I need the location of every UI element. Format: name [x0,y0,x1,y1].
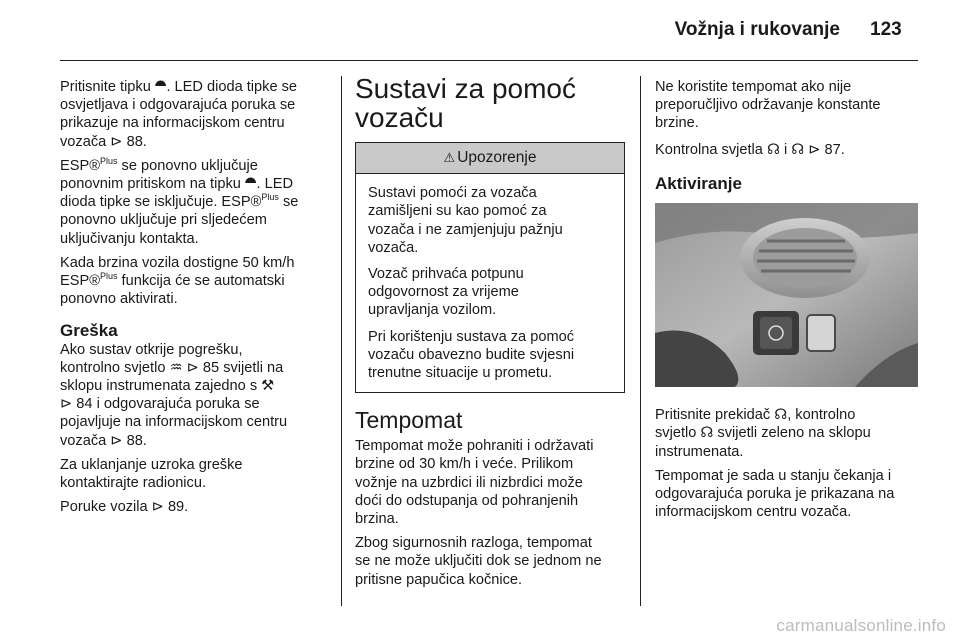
air-vent-inner [753,228,857,288]
text-line: instrumenata. [655,443,744,460]
text-line: pojavljuje na informacijskom centru [60,414,288,431]
superscript: Plus [99,155,118,166]
text-line: brzine. [655,115,699,132]
paragraph-vehicle-messages [60,498,328,516]
warning-icon: ⚠ [443,150,456,165]
warning-header [356,143,624,174]
text-line: Tempomat je sada u stanju čekanja i [655,467,892,484]
text-line: Ne koristite tempomat ako nije [655,79,852,95]
text-line: zamišljeni su kao pomoć za [368,203,547,220]
column-divider [640,76,641,606]
warning-box [355,142,625,393]
cruise-switch [760,317,792,349]
text-line: ponovno uključuje pri sljedećem [60,212,267,229]
text-line: osvjetljava i odgovarajuća poruka se [60,97,296,114]
text-line: ponovnim pritiskom na tipku ⯊. LED [60,176,293,193]
warning-title: Upozorenje [457,149,537,166]
text-line [60,272,328,290]
column-3 [655,78,925,527]
watermark-footer: carmanualsonline.info [776,616,946,635]
text-line: brzine od 30 km/h i veće. Prilikom [355,456,574,473]
superscript: Plus [99,271,118,282]
paragraph-standby [655,467,925,522]
warning-body [356,174,624,392]
paragraph-no-use [655,78,925,133]
text-span: dioda tipke se isključuje. ESP® [60,194,262,211]
text-line: sklopu instrumenata zajedno s ⚒ [60,378,275,395]
text-line: brzina. [355,511,399,528]
paragraph-press-switch [655,406,925,461]
column-1 [60,78,328,522]
text-line: Kada brzina vozila dostigne 50 km/h [60,254,295,271]
heading-aktiviranje: Aktiviranje [655,173,742,193]
page-header-title: Vožnja i rukovanje [674,19,840,40]
text-line: Za uklanjanje uzroka greške [60,456,243,473]
text-line: vozača ⊳ 88. [60,432,147,449]
paragraph-tempomat-speed [355,437,625,528]
cruise-control-switch-photo [655,203,918,387]
heading-greska: Greška [60,321,118,341]
text-line: vozaču [355,102,444,133]
text-line: kontrolno svjetlo ♒ ⊳ 85 svijetli na [60,359,284,376]
text-line: Pri korištenju sustava za pomoć [368,328,575,345]
section-title [355,74,625,132]
text-line: kontaktirajte radionicu. [60,475,207,492]
text-span: ESP® [60,157,100,174]
text-line: Sustavi za pomoć [355,73,576,104]
text-line: preporučljivo održavanje konstante [655,97,881,114]
text-line: uključivanju kontakta. [60,230,199,247]
text-line: vozaču obavezno budite svjesni [368,346,575,363]
text-line: Sustavi pomoći za vozača [368,185,537,202]
paragraph-esp-reactivate [60,254,328,309]
text-line: Tempomat može pohraniti i održavati [355,438,594,455]
page-number: 123 [870,19,902,40]
text-span: ESP® [60,273,100,290]
paragraph-workshop [60,456,328,492]
column-divider [341,76,342,606]
text-line: svjetlo ☊ svijetli zeleno na sklopu [655,425,871,442]
text-line: pritisne papučica kočnice. [355,571,523,588]
text-line: odgovornost za vrijeme [368,284,519,301]
text-line: vozača ⊳ 88. [60,133,147,150]
text-span: se ponovno uključuje [117,157,258,174]
column-2 [355,73,625,595]
warning-paragraph [368,265,614,320]
superscript: Plus [261,192,279,203]
text-line: ⊳ 84 i odgovarajuća poruka se [60,396,260,413]
text-line: Ako sustav otkrije pogrešku, [60,341,243,358]
text-line: odgovarajuća poruka je prikazana na [655,486,895,503]
warning-paragraph [368,184,614,257]
text-line: upravljanja vozilom. [368,302,497,319]
text-line: trenutne situacije u prometu. [368,365,553,382]
switch-panel-right [807,315,835,351]
text-line: vožnje na uzbrdici ili nizbrdici može [355,474,583,491]
text-line: vozača i ne zamjenjuju pažnju [368,221,563,238]
text-line [60,157,328,175]
text-span: se [278,194,299,211]
paragraph-esp-off [60,78,328,151]
text-line: prikazuje na informacijskom centru [60,115,285,132]
text-line [60,193,328,211]
paragraph-esp-on [60,157,328,248]
text-line: ponovno aktivirati. [60,291,178,308]
text-line: Vozač prihvaća potpunu [368,266,524,283]
text-line: Pritisnite tipku ⯊. LED dioda tipke se [60,79,298,95]
text-line: Poruke vozila ⊳ 89. [60,499,189,516]
text-line: Pritisnite prekidač ☊, kontrolno [655,407,856,424]
text-line: vozača. [368,239,419,256]
text-line: doći do odstupanja od pohranjenih [355,492,579,509]
heading-tempomat: Tempomat [355,407,463,434]
paragraph-indicators [655,141,925,159]
text-line: informacijskom centru vozača. [655,504,852,521]
text-line: se ne može uključiti dok se jednom ne [355,553,602,570]
text-span: funkcija će se automatski [117,273,285,290]
text-line: Zbog sigurnosnih razloga, tempomat [355,535,592,552]
paragraph-error [60,341,328,450]
warning-paragraph [368,328,614,383]
paragraph-tempomat-safety [355,534,625,589]
text-line: Kontrolna svjetla ☊ i ☊ ⊳ 87. [655,141,845,158]
header-rule [60,60,918,61]
